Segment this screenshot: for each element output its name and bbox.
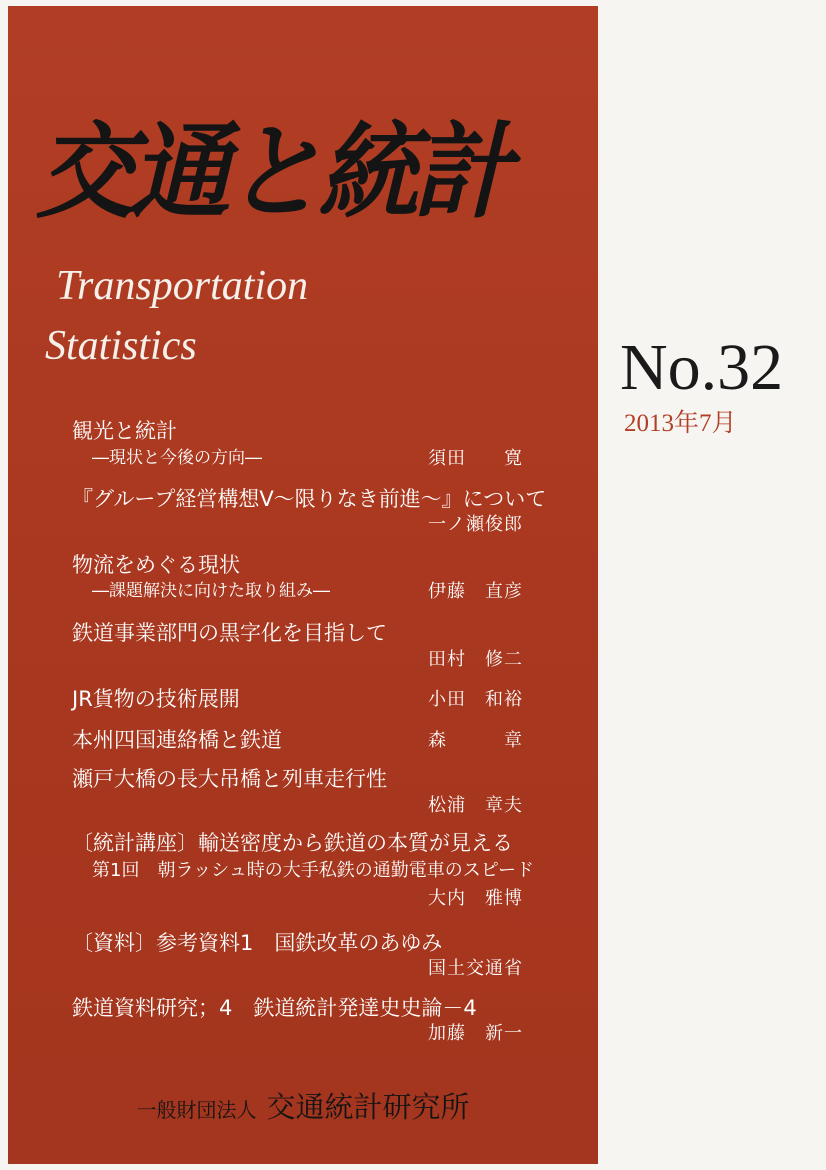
publisher xyxy=(0,1085,606,1126)
toc-author: 一ノ瀬俊郎 xyxy=(428,514,523,535)
toc-author: 松浦 章夫 xyxy=(428,795,523,816)
toc-title: 鉄道事業部門の黒字化を目指して xyxy=(72,621,387,645)
toc-title: 『グループ経営構想Ⅴ～限りなき前進～』について xyxy=(72,487,547,511)
toc-title: 鉄道資料研究；4 鉄道統計発達史史論－4 xyxy=(72,996,477,1020)
publisher-name: 交通統計研究所 xyxy=(266,1090,470,1124)
title-english-line2: Statistics xyxy=(45,323,197,369)
toc-author: 大内 雅博 xyxy=(428,888,523,909)
toc-title: 本州四国連絡橋と鉄道 xyxy=(72,728,282,752)
toc-title: 観光と統計 xyxy=(72,419,177,443)
toc-title: 〔資料〕参考資料1 国鉄改革のあゆみ xyxy=(72,931,443,955)
toc-author: 国土交通省 xyxy=(428,958,523,979)
issue-date: 2013年7月 xyxy=(624,410,737,437)
toc-subtitle: 第1回 朝ラッシュ時の大手私鉄の通勤電車のスピード xyxy=(92,860,535,881)
toc-author: 小田 和裕 xyxy=(428,689,523,710)
publisher-type: 一般財団法人 xyxy=(136,1098,257,1122)
toc-subtitle: ―課題解決に向けた取り組み― xyxy=(92,581,330,601)
toc-title: 〔統計講座〕輸送密度から鉄道の本質が見える xyxy=(72,831,513,855)
toc-subtitle: ―現状と今後の方向― xyxy=(92,448,262,468)
issue-number: No.32 xyxy=(620,331,784,404)
toc-author: 田村 修二 xyxy=(428,649,523,670)
toc-author: 森 章 xyxy=(428,730,523,751)
toc-title: 瀬戸大橋の長大吊橋と列車走行性 xyxy=(72,767,387,791)
toc-author: 伊藤 直彦 xyxy=(428,581,523,602)
toc-title: JR貨物の技術展開 xyxy=(72,687,240,711)
toc-author: 加藤 新一 xyxy=(428,1023,523,1044)
title-japanese: 交通と統計 xyxy=(36,111,507,233)
toc-title: 物流をめぐる現状 xyxy=(72,553,240,577)
toc-author: 須田 寛 xyxy=(428,448,523,469)
title-english-line1: Transportation xyxy=(56,263,309,309)
